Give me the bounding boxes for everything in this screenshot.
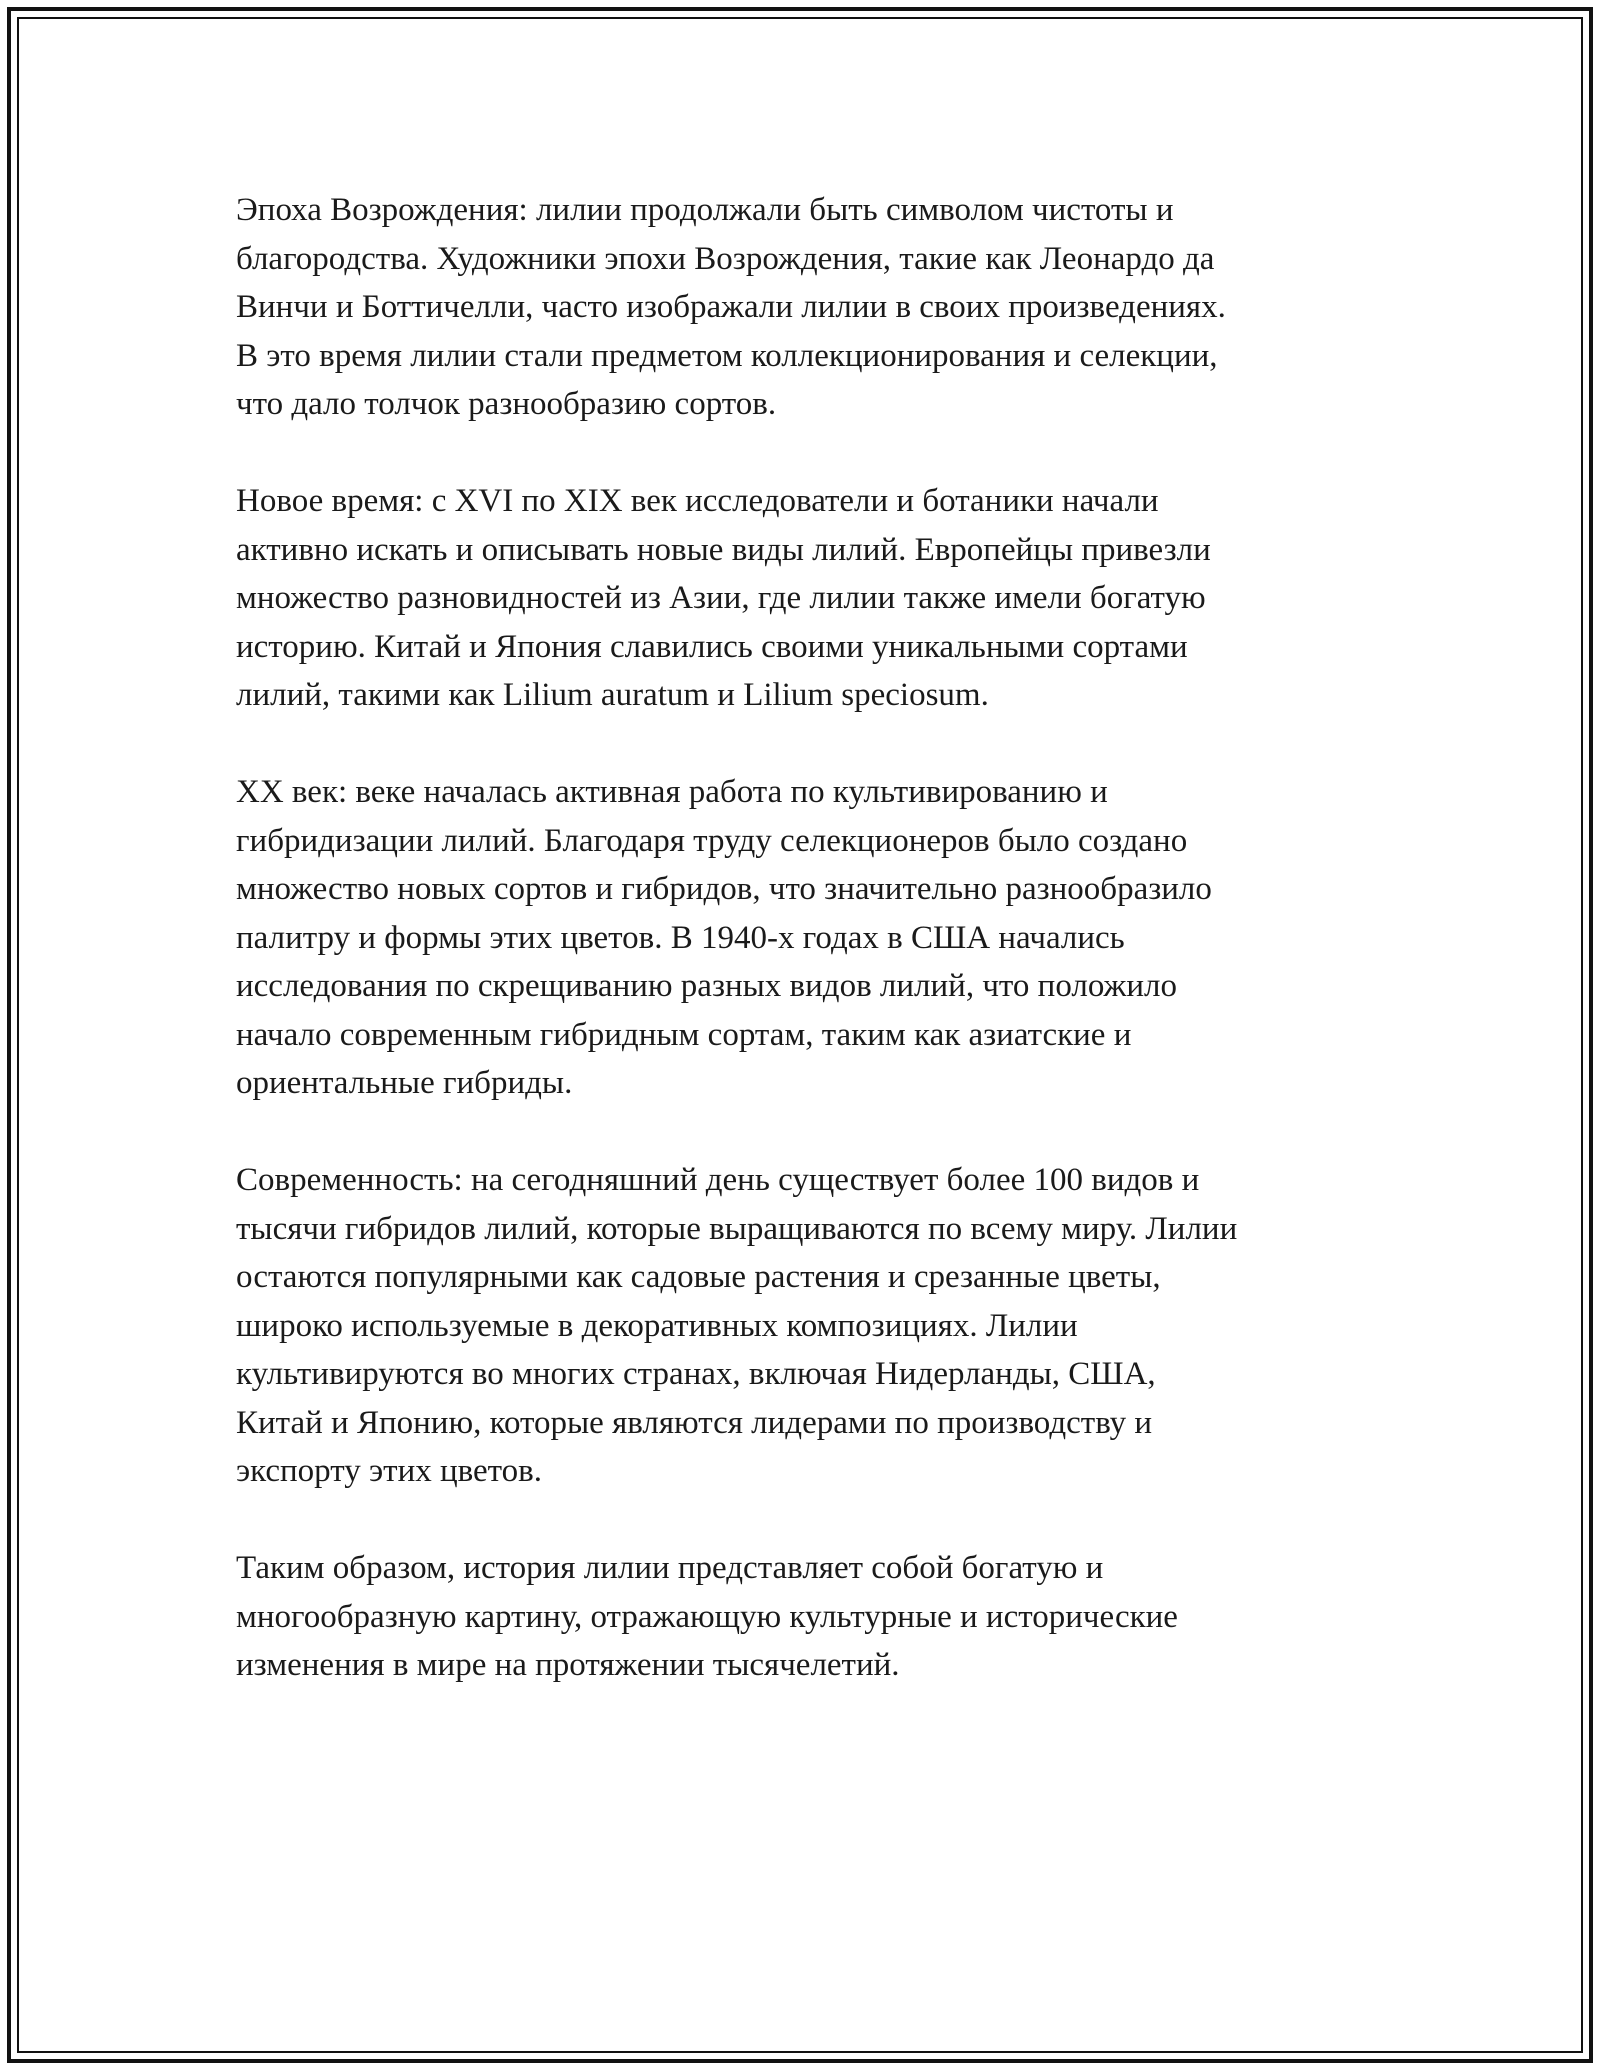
text-line: изменения в мире на протяжении тысячелетий. (236, 1647, 900, 1683)
paragraph-renaissance (236, 186, 1406, 429)
text-line: Современность: на сегодняшний день существует более 100 видов и (236, 1162, 1200, 1198)
text-line: остаются популярными как садовые растения и срезанные цветы, (236, 1259, 1161, 1295)
text-line: палитру и формы этих цветов. В 1940-х годах в США начались (236, 919, 1125, 956)
text-line: тысячи гибридов лилий, которые выращиваются по всему миру. Лилии (236, 1210, 1238, 1247)
paragraph-modern-era (236, 477, 1406, 720)
text-line: экспорту этих цветов. (236, 1453, 542, 1489)
text-line: Эпоха Возрождения: лилии продолжали быть символом чистоты и (236, 192, 1174, 228)
text-line: многообразную картину, отражающую культурные и исторические (236, 1598, 1178, 1635)
text-line: благородства. Художники эпохи Возрождения, такие как Леонардо да (236, 240, 1215, 277)
paragraph-present-day (236, 1156, 1406, 1496)
text-line: широко используемые в декоративных композициях. Лилии (236, 1307, 1078, 1344)
text-line: XX век: веке началась активная работа по культивированию и (236, 774, 1108, 810)
text-line: культивируются во многих странах, включая Нидерланды, США, (236, 1356, 1156, 1392)
text-line: множество новых сортов и гибридов, что значительно разнообразило (236, 871, 1212, 907)
text-line: В это время лилии стали предметом коллекционирования и селекции, (236, 337, 1218, 374)
paragraph-conclusion (236, 1544, 1406, 1690)
text-line: что дало толчок разнообразию сортов. (236, 386, 777, 422)
text-line: гибридизации лилий. Благодаря труду селекционеров было создано (236, 822, 1188, 859)
paragraph-20th-century (236, 768, 1406, 1108)
text-line: множество разновидностей из Азии, где лилии также имели богатую (236, 580, 1206, 616)
text-line: Новое время: с XVI по XIX век исследователи и ботаники начали (236, 483, 1159, 519)
text-line: Китай и Японию, которые являются лидерами по производству и (236, 1404, 1153, 1441)
text-line: лилий, такими как Lilium auratum и Lilium speciosum. (236, 677, 989, 713)
document-body (236, 186, 1406, 1738)
text-line: ориентальные гибриды. (236, 1065, 573, 1101)
text-line: активно искать и описывать новые виды лилий. Европейцы привезли (236, 531, 1211, 568)
text-line: историю. Китай и Япония славились своими уникальными сортами (236, 628, 1188, 665)
text-line: Винчи и Боттичелли, часто изображали лилии в своих произведениях. (236, 289, 1226, 325)
text-line: начало современным гибридным сортам, таким как азиатские и (236, 1016, 1132, 1053)
text-line: исследования по скрещиванию разных видов лилий, что положило (236, 968, 1177, 1004)
text-line: Таким образом, история лилии представляет собой богатую и (236, 1550, 1104, 1586)
